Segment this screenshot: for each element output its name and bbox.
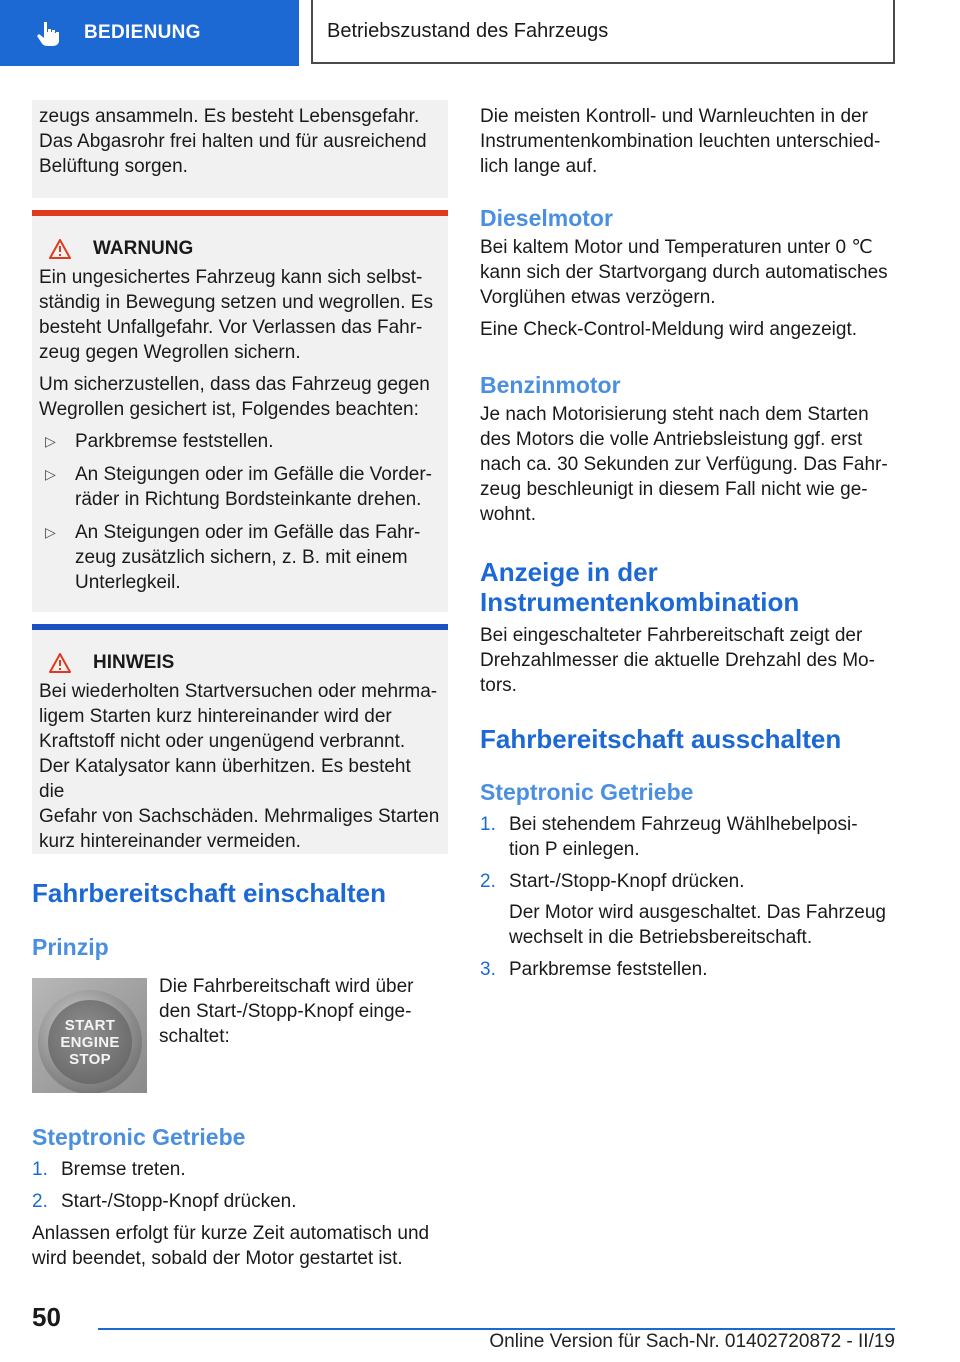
list-item	[480, 900, 895, 950]
hinweis-title	[49, 650, 441, 676]
step-number: 1.	[32, 1159, 48, 1180]
chapter-title: Betriebszustand des Fahrzeugs	[311, 0, 895, 64]
heading-line: Anzeige in der	[480, 557, 658, 587]
page-number: 50	[32, 1302, 61, 1332]
hand-pointer-icon	[36, 20, 62, 46]
text-line: tion P einlegen.	[509, 839, 640, 860]
start-stop-button-image	[32, 978, 147, 1093]
text-line: Belüftung sorgen.	[39, 156, 188, 177]
text-line: Bei kaltem Motor und Temperaturen unter 0 ℃	[480, 237, 873, 258]
list-item	[32, 1157, 448, 1182]
bullet-triangle-icon: ▷	[45, 433, 56, 449]
list-item	[39, 462, 441, 512]
warning-title	[49, 236, 441, 262]
step-number	[480, 900, 509, 950]
text-line: tors.	[480, 675, 517, 696]
text-line: Bei eingeschalteter Fahrbereitschaft zeigt der	[480, 625, 863, 646]
text-line: kurz hintereinander vermeiden.	[39, 831, 301, 852]
text-line: zeugs ansammeln. Es besteht Lebensgefahr.	[39, 106, 420, 127]
text-line: Ein ungesichertes Fahrzeug kann sich selbst-	[39, 267, 423, 288]
bullet-triangle-icon: ▷	[45, 466, 56, 482]
list-item	[39, 520, 441, 595]
text-line: Eine Check-Control-Meldung wird angezeigt.	[480, 319, 858, 340]
step-text: Bremse treten.	[61, 1159, 186, 1180]
heading-steptronic-right: Steptronic Getriebe	[480, 779, 694, 805]
heading-einschalten: Fahrbereitschaft einschalten	[32, 878, 386, 908]
step-number: 1.	[480, 814, 496, 835]
heading-anzeige	[480, 557, 895, 617]
text-line: schaltet:	[159, 1026, 230, 1047]
text-line: Vorglühen etwas verzögern.	[480, 287, 716, 308]
text-line: zeug beschleunigt in diesem Fall nicht wie ge-	[480, 479, 868, 500]
warning-box	[32, 210, 448, 612]
list-item	[480, 869, 895, 894]
text-line: Der Katalysator kann überhitzen. Es besteht die	[39, 756, 411, 802]
text-line: zeug gegen Wegrollen sichern.	[39, 342, 301, 363]
text-line: Start-/Stopp-Knopf drücken.	[509, 871, 745, 892]
heading-ausschalten: Fahrbereitschaft ausschalten	[480, 724, 842, 754]
text-line: An Steigungen oder im Gefälle das Fahr-	[75, 522, 421, 543]
step-number: 2.	[480, 871, 496, 892]
text-line: Bei stehendem Fahrzeug Wählhebelposi-	[509, 814, 858, 835]
heading-dieselmotor: Dieselmotor	[480, 205, 613, 231]
hinweis-box	[32, 624, 448, 854]
text-line: den Start-/Stopp-Knopf einge-	[159, 1001, 412, 1022]
button-text: STOP	[69, 1050, 111, 1068]
button-text: START	[64, 1016, 116, 1034]
text-line: Die Fahrbereitschaft wird über	[159, 976, 414, 997]
text-line: kann sich der Startvorgang durch automatisches	[480, 262, 888, 283]
warning-title-label: WARNUNG	[93, 238, 194, 259]
text-line: Der Motor wird ausgeschaltet. Das Fahrzeug	[509, 902, 886, 923]
heading-benzinmotor: Benzinmotor	[480, 372, 621, 398]
text-line: Je nach Motorisierung steht nach dem Starten	[480, 404, 869, 425]
text-line: Um sicherzustellen, dass das Fahrzeug gegen	[39, 374, 430, 395]
online-version-note: Online Version für Sach-Nr. 01402720872 - II/19	[489, 1331, 895, 1352]
bullet-triangle-icon: ▷	[45, 524, 56, 540]
text-line: wird beendet, sobald der Motor gestartet ist.	[32, 1248, 403, 1269]
text-line: des Motors die volle Antriebsleistung ggf. erst	[480, 429, 863, 450]
text-line: besteht Unfallgefahr. Vor Verlassen das Fahr-	[39, 317, 423, 338]
continued-warning-box	[32, 100, 448, 198]
text-line: Das Abgasrohr frei halten und für ausreichend	[39, 131, 427, 152]
text-line: wohnt.	[480, 504, 536, 525]
section-tab-label: BEDIENUNG	[84, 22, 201, 43]
list-item	[39, 429, 441, 454]
text-line: Bei wiederholten Startversuchen oder mehrma-	[39, 681, 438, 702]
text-line: nach ca. 30 Sekunden zur Verfügung. Das Fahr-	[480, 454, 888, 475]
hinweis-bar	[32, 624, 448, 630]
text-line: wechselt in die Betriebsbereitschaft.	[509, 927, 813, 948]
step-text: Start-/Stopp-Knopf drücken.	[61, 1191, 297, 1212]
list-item	[480, 812, 895, 862]
text-line: zeug zusätzlich sichern, z. B. mit einem	[75, 547, 408, 568]
heading-line: Instrumentenkombination	[480, 587, 800, 617]
text-line: lich lange auf.	[480, 156, 598, 177]
step-number: 2.	[32, 1191, 48, 1212]
text-line: Drehzahlmesser die aktuelle Drehzahl des Mo-	[480, 650, 875, 671]
list-item	[32, 1189, 448, 1214]
text-line: Instrumentenkombination leuchten unterschied-	[480, 131, 881, 152]
text-line: Unterlegkeil.	[75, 572, 181, 593]
warning-bar	[32, 210, 448, 216]
warning-triangle-icon	[49, 653, 71, 673]
footer-divider	[98, 1328, 895, 1330]
heading-prinzip: Prinzip	[32, 934, 109, 960]
button-text: ENGINE	[60, 1033, 120, 1051]
heading-steptronic: Steptronic Getriebe	[32, 1124, 246, 1150]
list-item	[480, 957, 895, 982]
warning-triangle-icon	[49, 239, 71, 259]
text-line: An Steigungen oder im Gefälle die Vorder-	[75, 464, 432, 485]
text-line: ligem Starten kurz hintereinander wird der	[39, 706, 392, 727]
text-line: Die meisten Kontroll- und Warnleuchten in der	[480, 106, 868, 127]
section-tab[interactable]	[0, 0, 299, 66]
text-line: räder in Richtung Bordsteinkante drehen.	[75, 489, 422, 510]
text-line: Parkbremse feststellen.	[509, 959, 708, 980]
text-line: Kraftstoff nicht oder ungenügend verbrannt.	[39, 731, 406, 752]
text-line: Wegrollen gesichert ist, Folgendes beachten:	[39, 399, 419, 420]
text-line: Gefahr von Sachschäden. Mehrmaliges Starten	[39, 806, 440, 827]
hinweis-title-label: HINWEIS	[93, 652, 175, 673]
step-number: 3.	[480, 959, 496, 980]
text-line: Anlassen erfolgt für kurze Zeit automatisch und	[32, 1223, 430, 1244]
text-line: ständig in Bewegung setzen und wegrollen. Es	[39, 292, 433, 313]
text-line: Parkbremse feststellen.	[75, 431, 274, 452]
